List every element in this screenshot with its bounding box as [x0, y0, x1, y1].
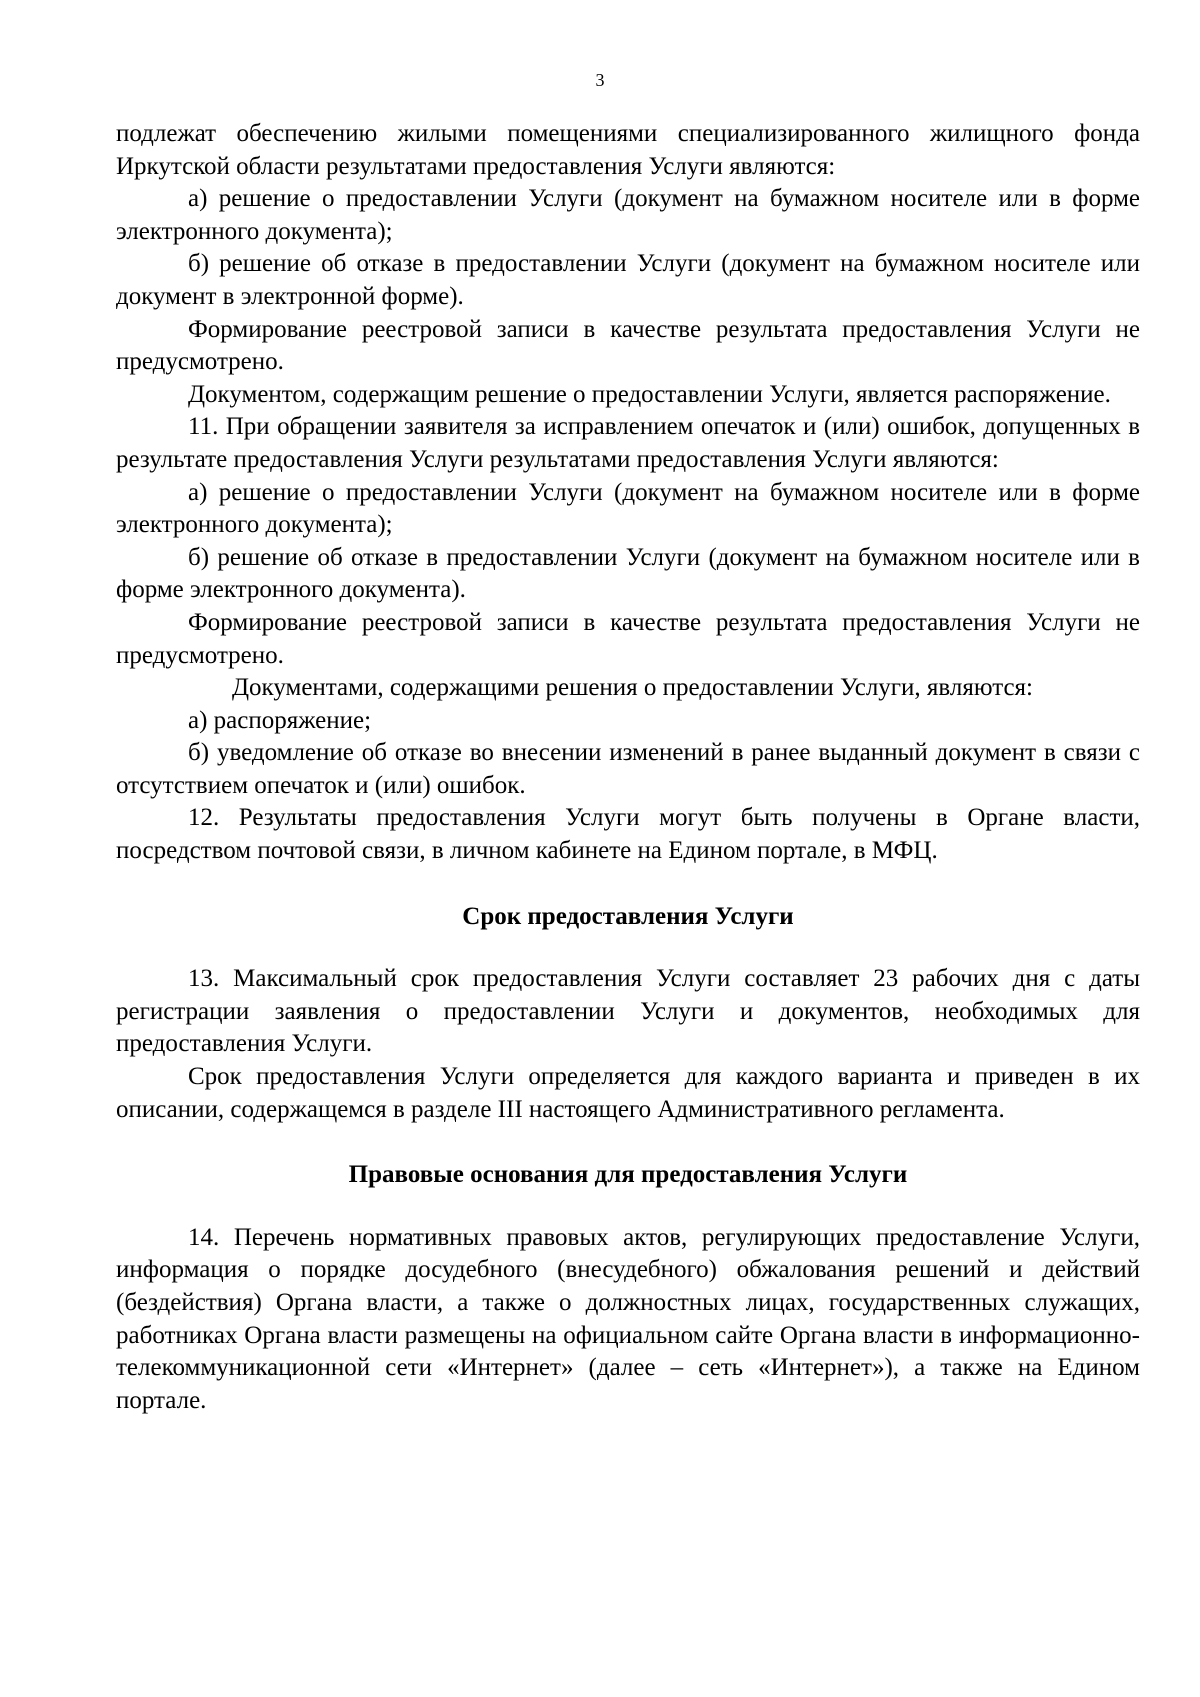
paragraph: б) уведомление об отказе во внесении изменений в ранее выданный документ в связи с отсутствием опечаток и (или) ошибок. — [116, 739, 1140, 799]
paragraph: 13. Максимальный срок предоставления Услуги составляет 23 рабочих дня с даты регистрации заявления о предоставлении Услуги и документов, необходимых для предоставления Услуги. — [116, 965, 1140, 1058]
paragraph: а) решение о предоставлении Услуги (документ на бумажном носителе или в форме электронного документа); — [116, 185, 1140, 245]
paragraph: б) решение об отказе в предоставлении Услуги (документ на бумажном носителе или в форме электронного документа). — [116, 543, 1140, 604]
paragraph: Документами, содержащими решения о предоставлении Услуги, являются: — [232, 674, 1033, 702]
paragraph: а) распоряжение; — [188, 706, 372, 734]
paragraph: Формирование реестровой записи в качестве результата предоставления Услуги не предусмотрено. — [116, 315, 1140, 376]
document-body — [116, 118, 1140, 1417]
page-number: 3 — [595, 70, 605, 90]
paragraph: Срок предоставления Услуги определяется для каждого варианта и приведен в их описании, содержащемся в разделе III настоящего Административного регламента. — [116, 1063, 1140, 1123]
paragraph: Документом, содержащим решение о предоставлении Услуги, является распоряжение. — [188, 380, 1111, 408]
paragraph: Формирование реестровой записи в качестве результата предоставления Услуги не предусмотрено. — [116, 608, 1140, 669]
paragraph: а) решение о предоставлении Услуги (документ на бумажном носителе или в форме электронного документа); — [116, 478, 1140, 539]
paragraph: подлежат обеспечению жилыми помещениями специализированного жилищного фонда Иркутской области результатами предоставления Услуги являются: — [116, 120, 1140, 180]
paragraph: 11. При обращении заявителя за исправлением опечаток и (или) ошибок, допущенных в результате предоставления Услуги результатами предоставления Услуги являются: — [116, 413, 1140, 473]
section-heading-legal: Правовые основания для предоставления Услуги — [348, 1161, 908, 1189]
section-heading-term: Срок предоставления Услуги — [462, 902, 794, 930]
paragraph: 14. Перечень нормативных правовых актов, регулирующих предоставление Услуги, информация о порядке досудебного (внесудебного) обжалования решений и действий (бездействия) Органа власти, а также о должностных лицах, государственных служащих, работниках Органа власти размещены на официальном сайте Органа власти в информационно-телекоммуникационной сети «Интернет» (далее – сеть «Интернет»), а также на Едином портале. — [116, 1223, 1140, 1414]
paragraph: б) решение об отказе в предоставлении Услуги (документ на бумажном носителе или документ в электронной форме). — [116, 250, 1140, 310]
paragraph: 12. Результаты предоставления Услуги могут быть получены в Органе власти, посредством почтовой связи, в личном кабинете на Едином портале, в МФЦ. — [116, 804, 1140, 865]
